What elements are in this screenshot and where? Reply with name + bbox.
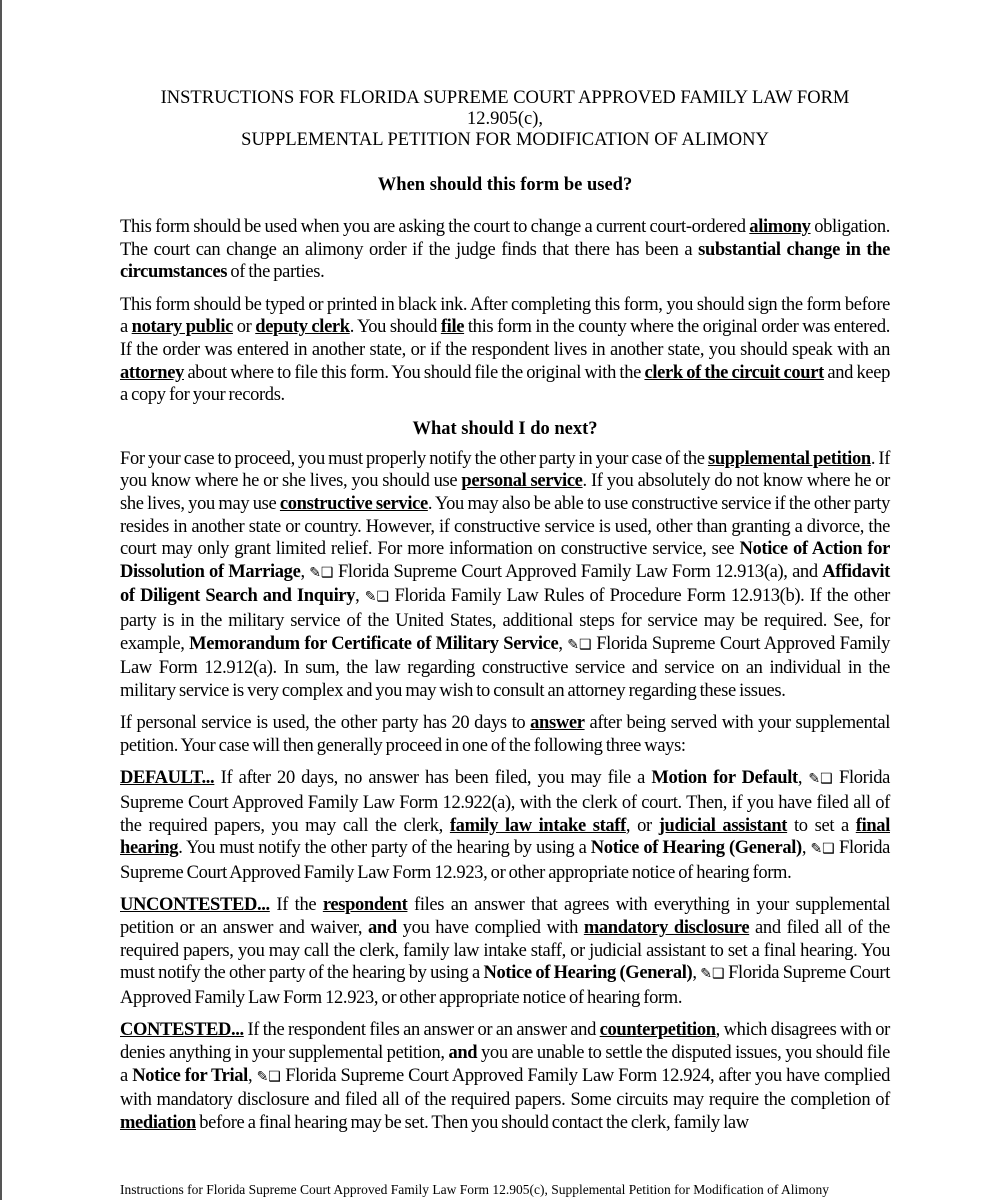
link-personal-service[interactable]: personal service (461, 471, 583, 492)
paragraph-default: DEFAULT... If after 20 days, no answer has been filed, you may file a Motion for Default, ✎❑ Florida Supreme Court Approved Family Law Form 12.922(a), with the clerk of court. Then, if you have filed all of the required papers, you may call the clerk, family law intake staff, or judicial assistant to set a final hearing. You must notify the other party of the hearing by using a Notice of Hearing (General), ✎❑ Florida Supreme Court Approved Family Law Form 12.923, or other appropriate notice of hearing form. (120, 768, 891, 883)
pencil-checkbox-icon: ✎❑ (808, 772, 833, 788)
link-counterpetition[interactable]: counterpetition (599, 1020, 716, 1041)
link-deputy-clerk[interactable]: deputy clerk (255, 317, 350, 338)
link-mandatory-disclosure[interactable]: mandatory disclosure (583, 918, 750, 939)
link-final-hearing[interactable]: final hearing (120, 815, 890, 859)
paragraph-personal-service: If personal service is used, the other party has 20 days to answer after being served with your supplemental petition. Your case will then generally proceed in one of the following three ways: (120, 713, 890, 756)
paragraph-filing: This form should be typed or printed in black ink. After completing this form, you should sign the form before a notary public or deputy clerk. You should file this form in the county where the original order was entered. If the order was entered in another state, or if the respondent lives in another state, you should speak with an attorney about where to file this form. You should file the original with the clerk of the circuit court and keep a copy for your records. (120, 294, 890, 406)
heading-what-next: What should I do next? (412, 418, 598, 439)
pencil-checkbox-icon: ✎❑ (810, 842, 835, 858)
link-clerk-of-circuit-court[interactable]: clerk of the circuit court (644, 362, 824, 383)
paragraph-purpose: This form should be used when you are asking the court to change a current court-ordered alimony obligation. The court can change an alimony order if the judge finds that there has been a substantial change in the circumstances of the parties. (120, 217, 890, 283)
link-notary-public[interactable]: notary public (131, 317, 233, 338)
link-answer[interactable]: answer (530, 713, 585, 734)
label-default: DEFAULT... (120, 768, 215, 789)
paragraph-uncontested: UNCONTESTED... If the respondent files an answer that agrees with everything in your supplemental petition or an answer and waiver, and you have complied with mandatory disclosure and filed all of the required papers, you may call the clerk, family law intake staff, or judicial assistant to set a final hearing. You must notify the other party of the hearing by using a Notice of Hearing (General), ✎❑ Florida Supreme Court Approved Family Law Form 12.923, or other appropriate notice of hearing form. (120, 895, 890, 1008)
pencil-checkbox-icon: ✎❑ (567, 637, 592, 653)
document-title (120, 88, 890, 151)
link-constructive-service[interactable]: constructive service (279, 493, 428, 514)
link-respondent[interactable]: respondent (322, 895, 408, 916)
link-mediation[interactable]: mediation (120, 1112, 196, 1133)
pencil-checkbox-icon: ✎❑ (256, 1069, 281, 1085)
link-file[interactable]: file (440, 317, 465, 338)
page-left-border (0, 0, 2, 1200)
pencil-checkbox-icon: ✎❑ (700, 967, 725, 983)
pencil-checkbox-icon: ✎❑ (364, 590, 390, 606)
heading-when-used: When should this form be used? (377, 175, 633, 195)
link-supplemental-petition[interactable]: supplemental petition (707, 448, 871, 469)
title-line-1: INSTRUCTIONS FOR FLORIDA SUPREME COURT APPROVED FAMILY LAW FORM (160, 88, 850, 108)
title-line-2: 12.905(c), (466, 109, 544, 129)
link-judicial-assistant[interactable]: judicial assistant (658, 815, 788, 836)
link-attorney[interactable]: attorney (120, 362, 184, 383)
paragraph-contested: CONTESTED... If the respondent files an answer or an answer and counterpetition, which disagrees with or denies anything in your supplemental petition, and you are unable to settle the disputed issues, you should file a Notice for Trial, ✎❑ Florida Supreme Court Approved Family Law Form 12.924, after you have complied with mandatory disclosure and filed all of the required papers. Some circuits may require the completion of mediation before a final hearing may be set. Then you should contact the clerk, family law (120, 1020, 890, 1133)
title-line-3: SUPPLEMENTAL PETITION FOR MODIFICATION OF ALIMONY (241, 130, 769, 150)
paragraph-service: For your case to proceed, you must properly notify the other party in your case of the supplemental petition. If you know where he or she lives, you should use personal service. If you absolutely do not know where he or she lives, you may use constructive service. You may also be able to use constructive service if the other party resides in another state or country. However, if constructive service is used, other than granting a divorce, the court may only grant limited relief. For more information on constructive service, see Notice of Action for Dissolution of Marriage, ✎❑ Florida Supreme Court Approved Family Law Form 12.913(a), and Affidavit of Diligent Search and Inquiry, ✎❑ Florida Family Law Rules of Procedure Form 12.913(b). If the other party is in the military service of the United States, additional steps for service may be required. See, for example, Memorandum for Certificate of Military Service, ✎❑ Florida Supreme Court Approved Family Law Form 12.912(a). In sum, the law regarding constructive service and service on an individual in the military service is very complex and you may wish to consult an attorney regarding these issues. (120, 448, 891, 701)
page-footer: Instructions for Florida Supreme Court Approved Family Law Form 12.905(c), Supplemental Petition for Modification of Alimony (120, 1182, 830, 1197)
document-page (120, 88, 890, 1134)
label-contested: CONTESTED... (120, 1020, 244, 1041)
pencil-checkbox-icon: ✎❑ (309, 565, 334, 581)
link-alimony[interactable]: alimony (749, 217, 811, 237)
link-family-law-intake-staff[interactable]: family law intake staff (449, 815, 626, 836)
label-uncontested: UNCONTESTED... (120, 895, 270, 916)
